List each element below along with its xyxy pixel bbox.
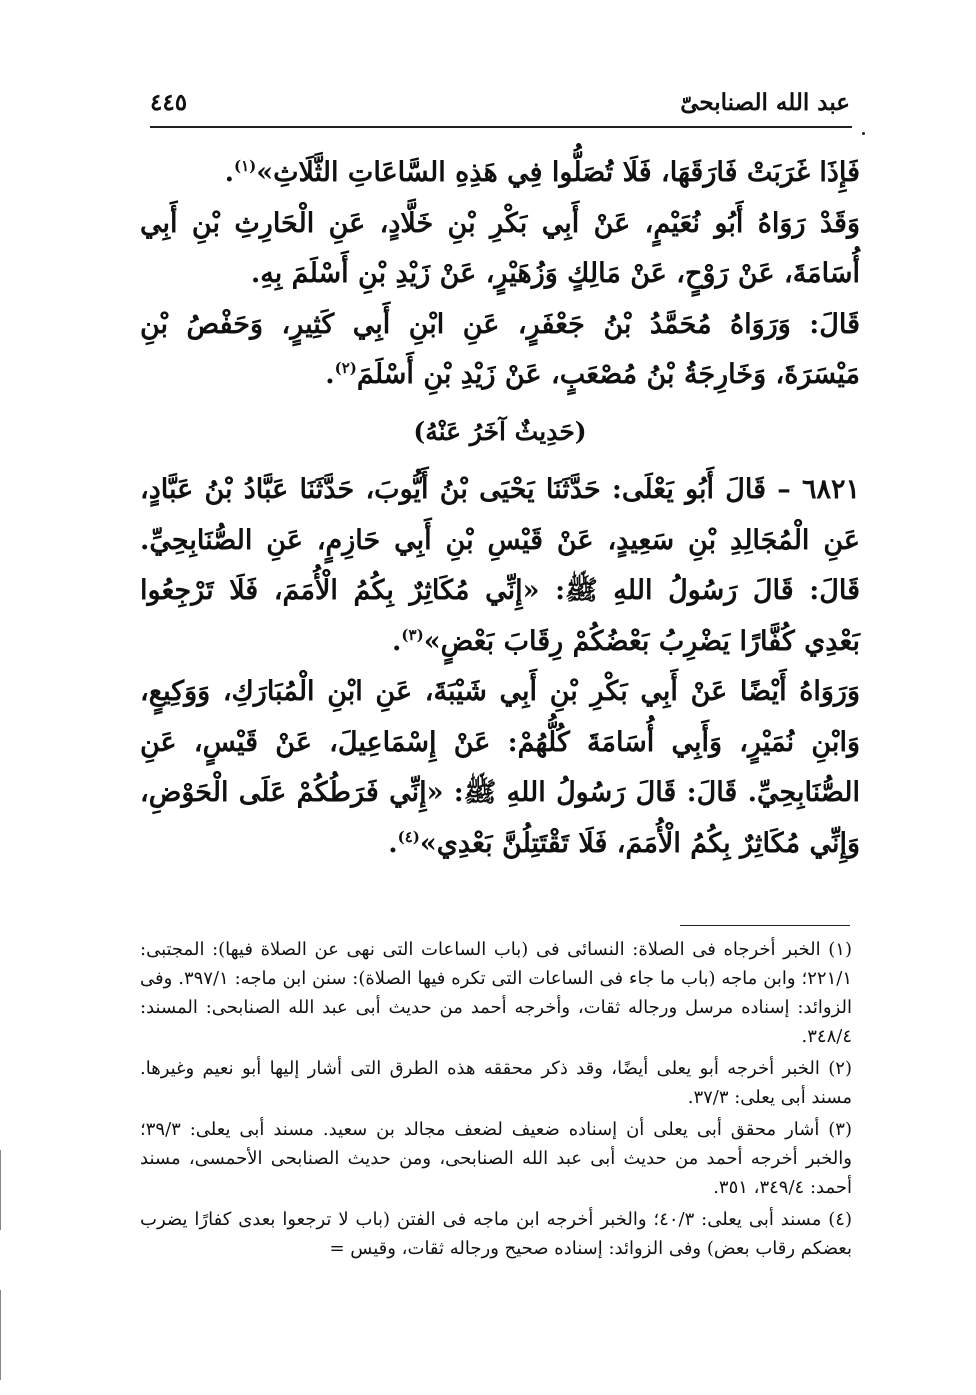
footnote-ref-4: (٤): [397, 827, 420, 846]
paragraph-1-text: فَإِذَا غَرَبَتْ فَارَقَهَا، فَلَا تُصَلُّوا فِي هَذِهِ السَّاعَاتِ الثَّلَاثِ»: [256, 157, 860, 188]
scan-edge-mark: [0, 1290, 1, 1380]
paragraph-3-text: قَالَ: وَرَوَاهُ مُحَمَّدُ بْنُ جَعْفَرٍ، عَنِ ابْنِ أَبِي كَثِيرٍ، وَحَفْصُ بْنِ مَيْسَرَةَ، وَخَارِجَةُ بْنُ مُصْعَبٍ، عَنْ زَيْدِ بْنِ أَسْلَمَ: [140, 308, 860, 390]
footnote-1: (١) الخبر أخرجاه فى الصلاة: النسائى فى (باب الساعات التى نهى عن الصلاة فيها): المجتبى: ٢٢١/١؛ وابن ماجه (باب ما جاء فى الساعات التى تكره فيها الصلاة): سنن ابن ماجه: ٣٩٧/١. وفى الزوائد: إسناده مرسل ورجاله ثقات، وأخرجه أحمد من حديث أبى عبد الله الصنابحى: المسند: ٣٤٨/٤.: [140, 939, 853, 1047]
paragraph-5-text: وَرَوَاهُ أَيْضًا عَنْ أَبِي بَكْرِ بْنِ أَبِي شَيْبَةَ، عَنِ ابْنِ الْمُبَارَكِ، وَوَكِيعٍ، وَابْنِ نُمَيْرٍ، وَأَبِي أُسَامَةَ كُلُّهُمْ: عَنْ إِسْمَاعِيلَ، عَنْ قَيْسٍ، عَنِ الصُّنَابِحِيِّ. قَالَ: قَالَ رَسُولُ اللهِ ﷺ: «إِنِّي فَرَطُكُمْ عَلَى الْحَوْضِ، وَإِنِّي مُكَاثِرٌ بِكُمُ الْأُمَمَ، فَلَا تَقْتَتِلُنَّ بَعْدِي»: [140, 676, 860, 859]
paragraph-1: فَإِذَا غَرَبَتْ فَارَقَهَا، فَلَا تُصَلُّوا فِي هَذِهِ السَّاعَاتِ الثَّلَاثِ»$^{(١)}$.: [224, 157, 860, 188]
footnote-rule: [680, 925, 850, 926]
footnote-3: (٣) أشار محقق أبى يعلى أن إسناده ضعيف لضعف مجالد بن سعيد. مسند أبى يعلى: ٣٩/٣؛ والخبر أخرجه أحمد من حديث أبى عبد الله الصنابحى، ومن حديث الصنابحى الأحمسى، مسند أحمد: ٣٤٩/٤، ٣٥١.: [140, 1119, 852, 1198]
scan-edge-mark: [0, 1150, 1, 1230]
running-title: عبد الله الصنابحىّ: [680, 88, 850, 116]
margin-dot: [862, 132, 865, 135]
footnote-ref-1: (١): [233, 157, 257, 175]
footnotes: [140, 935, 852, 1266]
hadith-6821: ٦٨٢١ – قَالَ أَبُو يَعْلَى: حَدَّثَنَا يَحْيَى بْنُ أَيُّوبَ، حَدَّثَنَا عَبَّادُ بْنُ عَبَّادٍ، عَنِ الْمُجَالِدِ بْنِ سَعِيدٍ، عَنْ قَيْسِ بْنِ أَبِي حَازِمٍ، عَنِ الصُّنَابِحِيِّ. قَالَ: قَالَ رَسُولُ اللهِ ﷺ: «إِنِّي مُكَاثِرٌ بِكُمُ الْأُمَمَ، فَلَا تَرْجِعُوا بَعْدِي كُفَّارًا يَضْرِبُ بَعْضُكُمْ رِقَابَ بَعْضٍ»$^{(٣)}$.: [140, 474, 860, 657]
footnote-ref-3: (٣): [401, 625, 424, 644]
footnote-ref-2: (٢): [334, 359, 357, 377]
header-rule: [150, 126, 852, 128]
section-heading: (حَدِيثٌ آخَرُ عَنْهُ): [413, 416, 587, 446]
main-text: [140, 148, 860, 869]
running-header: [150, 82, 850, 122]
hadith-6821-text: ٦٨٢١ – قَالَ أَبُو يَعْلَى: حَدَّثَنَا يَحْيَى بْنُ أَيُّوبَ، حَدَّثَنَا عَبَّادُ بْنُ عَبَّادٍ، عَنِ الْمُجَالِدِ بْنِ سَعِيدٍ، عَنْ قَيْسِ بْنِ أَبِي حَازِمٍ، عَنِ الصُّنَابِحِيِّ. قَالَ: قَالَ رَسُولُ اللهِ ﷺ: «إِنِّي مُكَاثِرٌ بِكُمُ الْأُمَمَ، فَلَا تَرْجِعُوا بَعْدِي كُفَّارًا يَضْرِبُ بَعْضُكُمْ رِقَابَ بَعْضٍ»: [140, 474, 860, 657]
page-number: ٤٤٥: [150, 88, 188, 116]
footnote-4: (٤) مسند أبى يعلى: ٤٠/٣؛ والخبر أخرجه ابن ماجه فى الفتن (باب لا ترجعوا بعدى كفارًا يضرب بعضكم رقاب بعض) وفى الزوائد: إسناده صحيح ورجاله ثقات، وقيس =: [140, 1209, 852, 1259]
paragraph-5: وَرَوَاهُ أَيْضًا عَنْ أَبِي بَكْرِ بْنِ أَبِي شَيْبَةَ، عَنِ ابْنِ الْمُبَارَكِ، وَوَكِيعٍ، وَابْنِ نُمَيْرٍ، وَأَبِي أُسَامَةَ كُلُّهُمْ: عَنْ إِسْمَاعِيلَ، عَنْ قَيْسٍ، عَنِ الصُّنَابِحِيِّ. قَالَ: قَالَ رَسُولُ اللهِ ﷺ: «إِنِّي فَرَطُكُمْ عَلَى الْحَوْضِ، وَإِنِّي مُكَاثِرٌ بِكُمُ الْأُمَمَ، فَلَا تَقْتَتِلُنَّ بَعْدِي»$^{(٤)}$.: [140, 676, 860, 859]
footnote-2: (٢) الخبر أخرجه أبو يعلى أيضًا، وقد ذكر محققه هذه الطرق التى أشار إليها أبو نعيم وغيرها. مسند أبى يعلى: ٣٧/٣.: [140, 1058, 852, 1108]
paragraph-2: وَقَدْ رَوَاهُ أَبُو نُعَيْمٍ، عَنْ أَبِي بَكْرِ بْنِ خَلَّادٍ، عَنِ الْحَارِثِ بْنِ أَبِي أُسَامَةَ، عَنْ رَوْحٍ، عَنْ مَالِكٍ وَزُهَيْرٍ، عَنْ زَيْدِ بْنِ أَسْلَمَ بِهِ.: [140, 207, 860, 289]
paragraph-3: قَالَ: وَرَوَاهُ مُحَمَّدُ بْنُ جَعْفَرٍ، عَنِ ابْنِ أَبِي كَثِيرٍ، وَحَفْصُ بْنِ مَيْسَرَةَ، وَخَارِجَةُ بْنُ مُصْعَبٍ، عَنْ زَيْدِ بْنِ أَسْلَمَ$^{(٢)}$.: [140, 308, 860, 390]
